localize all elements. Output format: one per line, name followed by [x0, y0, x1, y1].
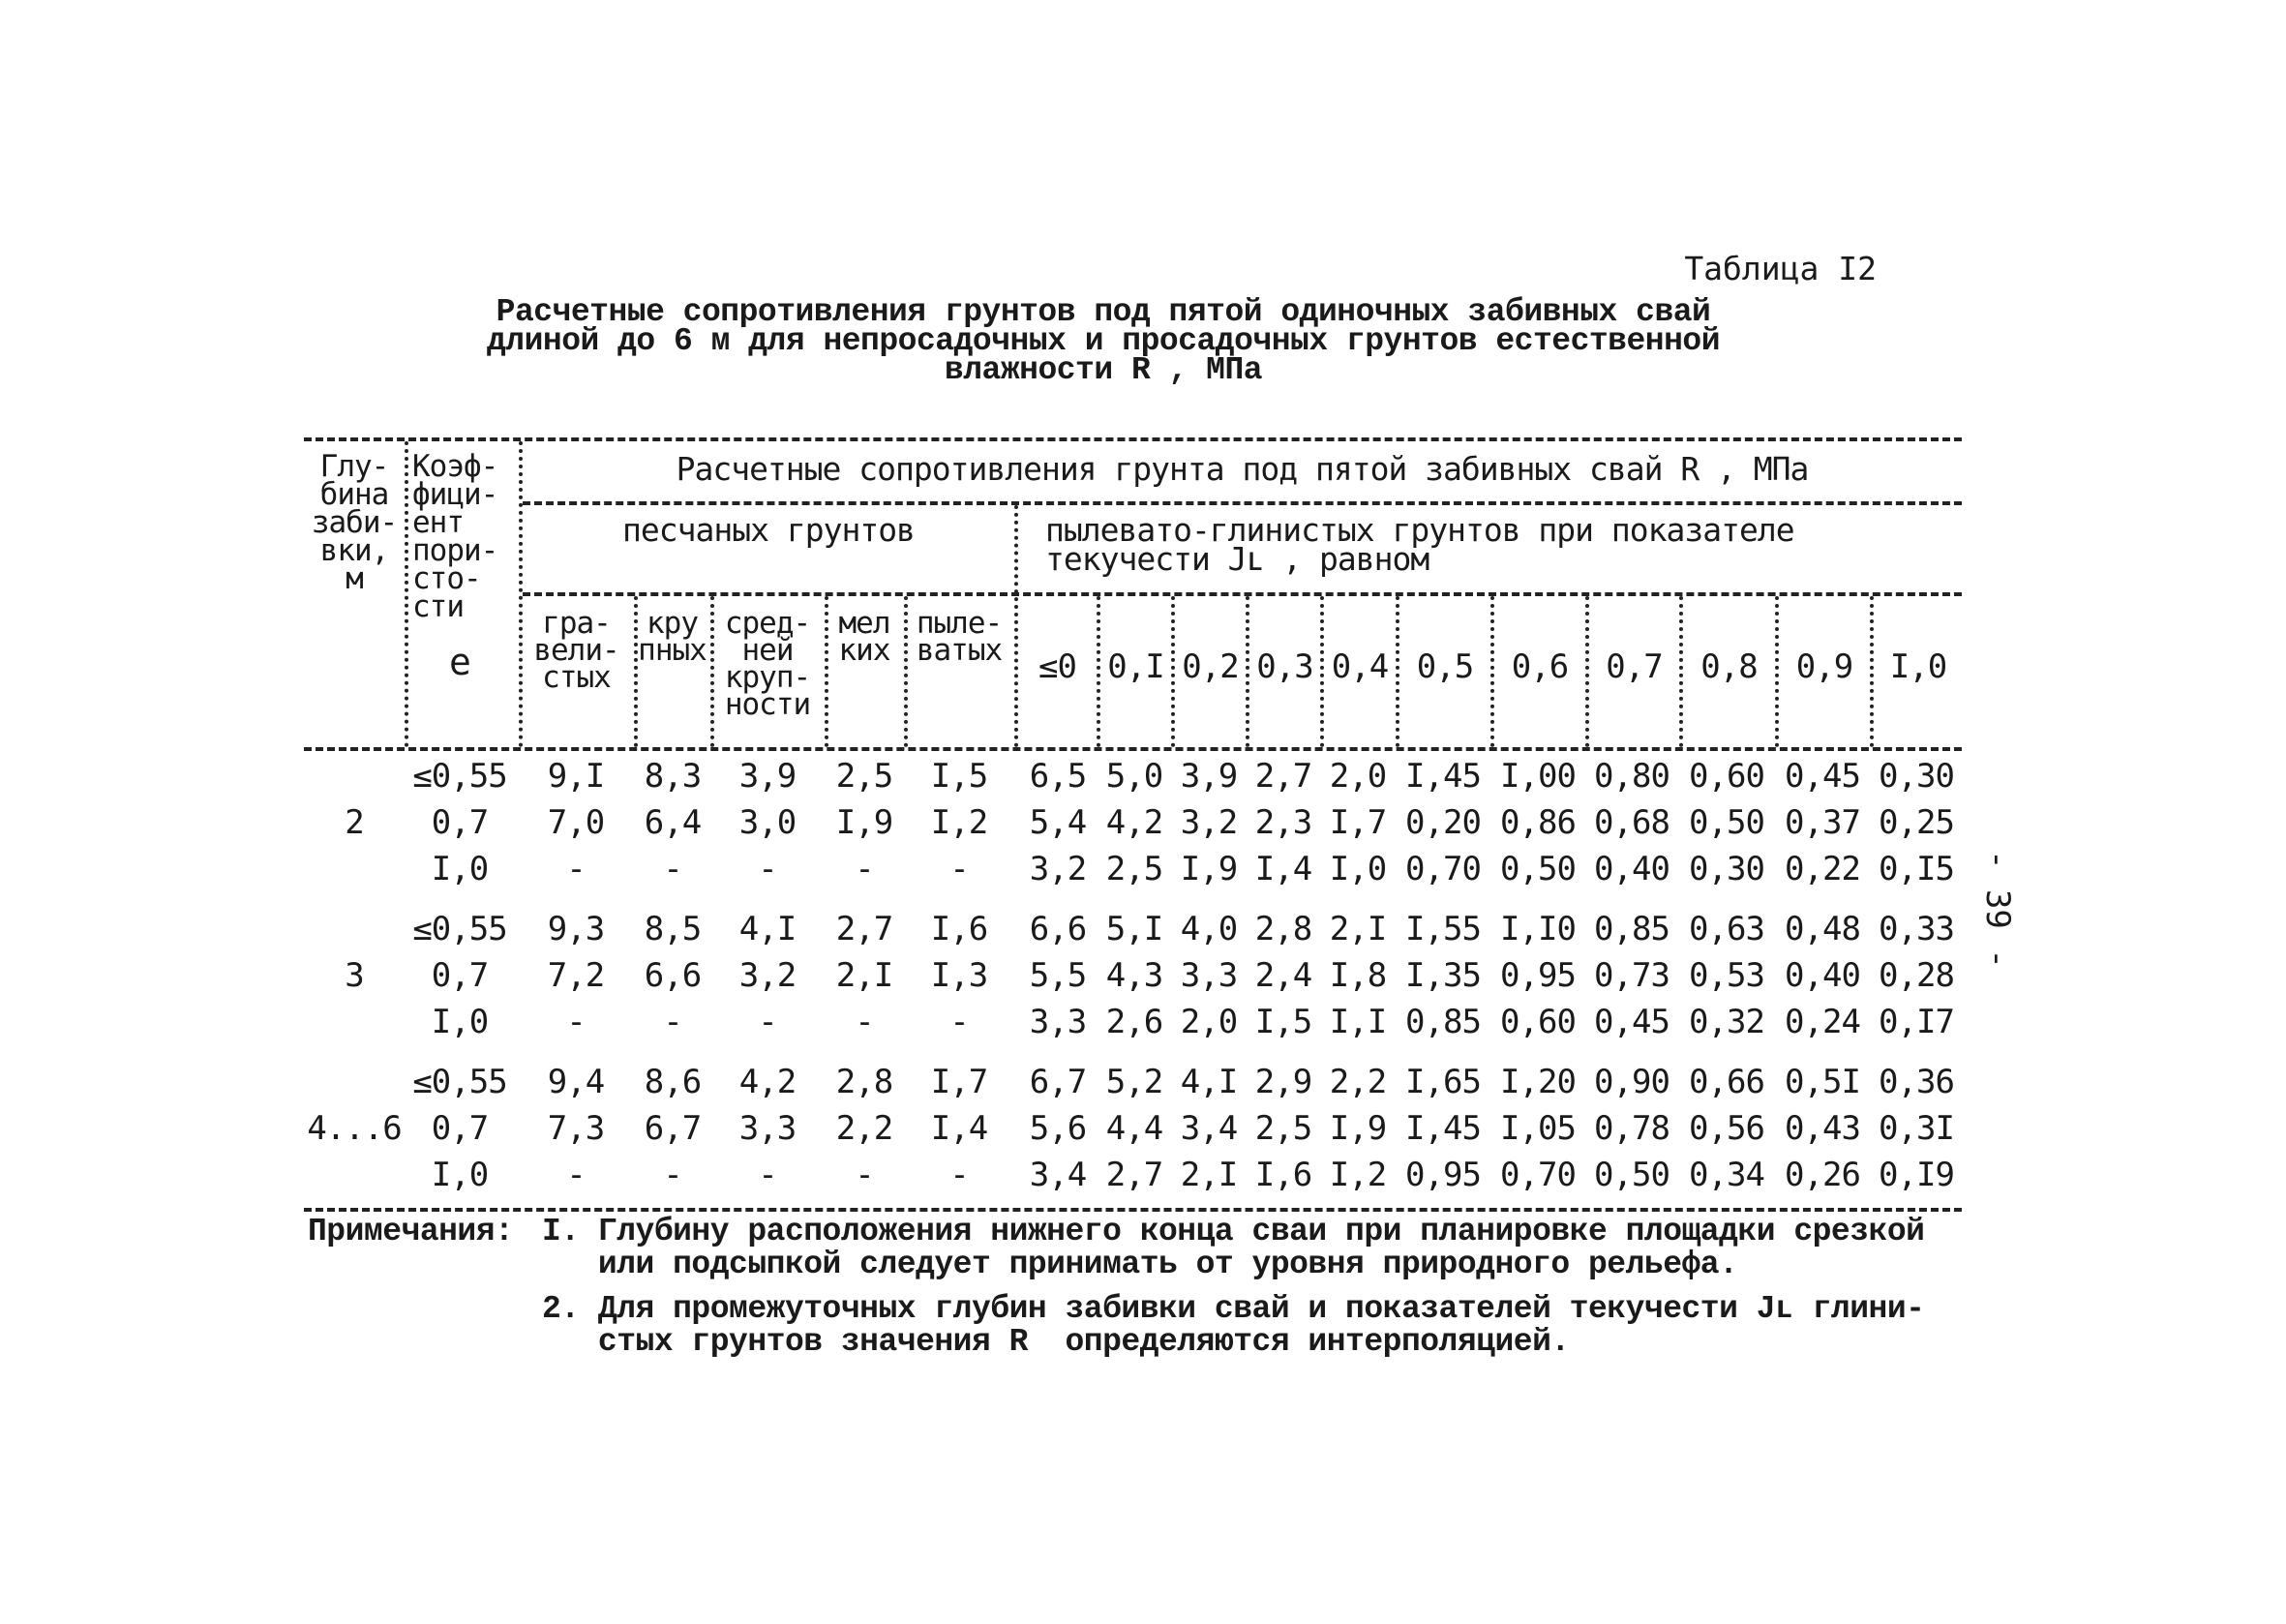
- header-main: Расчетные сопротивления грунта под пятой забивных свай R , МПа: [676, 450, 1809, 488]
- header-porosity-l6: сти: [412, 589, 464, 624]
- table-cell: 2,0: [1180, 1003, 1238, 1041]
- header-medium: [710, 606, 825, 722]
- header-depth-l4: вки,: [319, 533, 389, 568]
- table-cell: I,0: [1329, 850, 1387, 888]
- header-silty-l2: ватых: [916, 633, 1003, 668]
- table-cell: 0,50: [1594, 1156, 1669, 1194]
- table-cell: 0,I5: [1879, 850, 1954, 888]
- table-cell: 9,4: [547, 1063, 605, 1101]
- table-cell: 0,70: [1405, 850, 1481, 888]
- header-il-9: 0,9: [1795, 647, 1853, 686]
- table-cell: 9,I: [547, 757, 605, 796]
- depth-cell: 4...6: [307, 1109, 402, 1148]
- table-cell: 6,4: [644, 803, 702, 842]
- table-cell: 5,0: [1105, 757, 1163, 796]
- header-medium-l4: ности: [724, 687, 811, 722]
- table-cell: 2,4: [1254, 956, 1312, 995]
- table-cell: 2,I: [1180, 1156, 1238, 1194]
- table-cell: 4,4: [1105, 1109, 1163, 1148]
- note-1: [308, 1216, 1924, 1281]
- header-clay: [1045, 511, 1794, 578]
- rule-top: [304, 437, 1962, 441]
- table-cell: I,7: [930, 1063, 988, 1101]
- table-cell: 0,73: [1594, 956, 1669, 995]
- table-cell: 5,I: [1105, 910, 1163, 948]
- table-cell: I,I0: [1500, 910, 1576, 948]
- table-cell: I,6: [930, 910, 988, 948]
- note-2-line-2: стых грунтов значения R определяются интерполяцией.: [542, 1324, 1570, 1360]
- table-cell: 2,2: [835, 1109, 893, 1148]
- table-cell: 0,37: [1785, 803, 1860, 842]
- table-cell: 3,3: [1180, 956, 1238, 995]
- header-porosity-l4: пори-: [412, 533, 498, 568]
- page-number: - 39 -: [1978, 850, 2017, 969]
- table-cell: 6,6: [1029, 910, 1087, 948]
- table-cell: I,05: [1500, 1109, 1576, 1148]
- table-cell: 3,9: [1180, 757, 1238, 796]
- header-gravel-l2: вели-: [533, 633, 619, 668]
- table-cell: 0,20: [1405, 803, 1481, 842]
- header-porosity-l5: сто-: [412, 561, 481, 596]
- table-cell: 0,95: [1405, 1156, 1481, 1194]
- vrule-sand-clay: [1014, 505, 1018, 747]
- header-depth-l5: м: [346, 561, 363, 596]
- porosity-cell: 0,7: [431, 1109, 489, 1148]
- table-cell: -: [758, 1003, 777, 1041]
- table-cell: 0,30: [1689, 850, 1764, 888]
- table-cell: 0,50: [1689, 803, 1764, 842]
- table-cell: 8,6: [644, 1063, 702, 1101]
- header-porosity-l3: ент: [412, 505, 464, 540]
- note-1-line-2: или подсыпкой следует принимать от уровня природного рельефа.: [542, 1247, 1738, 1282]
- table-cell: -: [758, 850, 777, 888]
- table-cell: 3,2: [1029, 850, 1087, 888]
- table-cell: 5,2: [1105, 1063, 1163, 1101]
- table-cell: 7,3: [547, 1109, 605, 1148]
- depth-cell: 3: [345, 956, 364, 995]
- header-clay-l2: текучести Jʟ , равном: [1045, 540, 1429, 578]
- header-gravel-l3: стых: [542, 660, 611, 695]
- table-cell: -: [663, 850, 682, 888]
- title-line-1: Расчетные сопротивления грунтов под пятой одиночных забивных свай: [496, 294, 1711, 330]
- table-cell: I,4: [930, 1109, 988, 1148]
- table-cell: 2,7: [1254, 757, 1312, 796]
- table-cell: 0,I9: [1879, 1156, 1954, 1194]
- table-cell: 2,3: [1254, 803, 1312, 842]
- table-cell: 2,I: [1329, 910, 1387, 948]
- note-1-line-1: I. Глубину расположения нижнего конца сваи при планировке площадки срезкой: [542, 1214, 1925, 1249]
- table-cell: I,00: [1500, 757, 1576, 796]
- table-cell: -: [949, 1003, 969, 1041]
- table-cell: I,45: [1405, 757, 1481, 796]
- table-cell: 0,24: [1785, 1003, 1860, 1041]
- table-cell: 2,7: [1105, 1156, 1163, 1194]
- table-cell: 0,48: [1785, 910, 1860, 948]
- porosity-cell: I,0: [431, 850, 489, 888]
- header-il-4: 0,4: [1331, 647, 1389, 686]
- table-cell: 6,5: [1029, 757, 1087, 796]
- header-medium-l3: круп-: [724, 660, 811, 695]
- table-title: [387, 294, 1820, 388]
- header-coarse: [634, 606, 710, 668]
- table-cell: 8,3: [644, 757, 702, 796]
- table-cell: 2,8: [1254, 910, 1312, 948]
- header-il-3: 0,3: [1256, 647, 1313, 686]
- table-cell: 2,5: [835, 757, 893, 796]
- table-cell: -: [566, 850, 586, 888]
- table-cell: I,5: [930, 757, 988, 796]
- table-cell: -: [949, 850, 969, 888]
- header-depth-l1: Глу-: [319, 449, 389, 484]
- header-gravel-l1: гра-: [542, 606, 611, 641]
- table-cell: -: [566, 1156, 586, 1194]
- table-cell: 0,86: [1500, 803, 1576, 842]
- table-cell: 2,9: [1254, 1063, 1312, 1101]
- table-cell: 0,22: [1785, 850, 1860, 888]
- table-cell: 0,34: [1689, 1156, 1764, 1194]
- table-cell: 3,9: [738, 757, 797, 796]
- table-cell: 0,95: [1500, 956, 1576, 995]
- header-il-7: 0,7: [1606, 647, 1663, 686]
- table-cell: 0,45: [1785, 757, 1860, 796]
- table-cell: 0,50: [1500, 850, 1576, 888]
- rule-main-header: [523, 501, 1962, 505]
- table-cell: 4,I: [1180, 1063, 1238, 1101]
- header-porosity-symbol: e: [449, 641, 470, 683]
- table-cell: 2,5: [1105, 850, 1163, 888]
- note-2-line-1: 2. Для промежуточных глубин забивки свай и показателей текучести Jʟ глини-: [542, 1291, 1925, 1327]
- table-cell: I,2: [1329, 1156, 1387, 1194]
- table-cell: 0,85: [1405, 1003, 1481, 1041]
- header-silty: [904, 606, 1014, 668]
- table-cell: 4,2: [738, 1063, 797, 1101]
- table-cell: I,I: [1329, 1003, 1387, 1041]
- table-cell: 0,80: [1594, 757, 1669, 796]
- table-cell: I,6: [1254, 1156, 1312, 1194]
- table-cell: 5,6: [1029, 1109, 1087, 1148]
- table-cell: 0,53: [1689, 956, 1764, 995]
- porosity-cell: I,0: [431, 1156, 489, 1194]
- table-cell: 4,0: [1180, 910, 1238, 948]
- title-line-3: влажности R , МПа: [944, 352, 1263, 388]
- table-cell: 6,7: [644, 1109, 702, 1148]
- header-fine-l2: ких: [838, 633, 890, 668]
- table-cell: 9,3: [547, 910, 605, 948]
- table-cell: I,9: [835, 803, 893, 842]
- porosity-cell: 0,7: [431, 803, 489, 842]
- table-cell: 0,32: [1689, 1003, 1764, 1041]
- table-cell: 2,7: [835, 910, 893, 948]
- porosity-cell: 0,7: [431, 956, 489, 995]
- porosity-cell: ≤0,55: [412, 910, 507, 948]
- table-cell: 0,I7: [1879, 1003, 1954, 1041]
- table-cell: 0,78: [1594, 1109, 1669, 1148]
- table-cell: I,7: [1329, 803, 1387, 842]
- table-cell: 0,70: [1500, 1156, 1576, 1194]
- table-cell: 2,0: [1329, 757, 1387, 796]
- table-cell: 2,2: [1329, 1063, 1387, 1101]
- table-cell: -: [855, 1156, 874, 1194]
- table-cell: 4,2: [1105, 803, 1163, 842]
- table-cell: 2,8: [835, 1063, 893, 1101]
- table-cell: I,3: [930, 956, 988, 995]
- table-cell: 0,63: [1689, 910, 1764, 948]
- table-cell: 0,36: [1879, 1063, 1954, 1101]
- table-cell: 3,3: [738, 1109, 797, 1148]
- table-cell: 0,66: [1689, 1063, 1764, 1101]
- table-cell: 7,0: [547, 803, 605, 842]
- table-cell: 0,43: [1785, 1109, 1860, 1148]
- notes-label: Примечания:: [308, 1214, 514, 1249]
- header-medium-l1: сред-: [724, 606, 811, 641]
- table-cell: 3,3: [1029, 1003, 1087, 1041]
- table-cell: 0,33: [1879, 910, 1954, 948]
- table-cell: I,35: [1405, 956, 1481, 995]
- porosity-cell: ≤0,55: [412, 757, 507, 796]
- table-cell: 3,2: [1180, 803, 1238, 842]
- porosity-cell: I,0: [431, 1003, 489, 1041]
- header-gravel: [519, 606, 634, 695]
- header-fine-l1: мел: [838, 606, 890, 641]
- header-silty-l1: пыле-: [916, 606, 1003, 641]
- table-cell: 0,3I: [1879, 1109, 1954, 1148]
- table-cell: 0,30: [1879, 757, 1954, 796]
- table-cell: I,4: [1254, 850, 1312, 888]
- table-cell: 3,2: [738, 956, 797, 995]
- table-cell: 0,60: [1689, 757, 1764, 796]
- header-il-1: 0,I: [1107, 647, 1164, 686]
- header-il-8: 0,8: [1700, 647, 1758, 686]
- table-cell: 6,7: [1029, 1063, 1087, 1101]
- table-cell: 5,5: [1029, 956, 1087, 995]
- header-il-6: 0,6: [1511, 647, 1569, 686]
- vrule-porosity: [519, 441, 523, 747]
- table-cell: I,9: [1329, 1109, 1387, 1148]
- rule-header-bottom: [304, 747, 1962, 751]
- rule-subheader: [523, 592, 1962, 596]
- header-coarse-l2: пных: [638, 633, 707, 668]
- table-cell: -: [949, 1156, 969, 1194]
- title-line-2: длиной до 6 м для непросадочных и просадочных грунтов естественной: [486, 323, 1720, 359]
- table-cell: 3,0: [738, 803, 797, 842]
- table-cell: 5,4: [1029, 803, 1087, 842]
- header-il-5: 0,5: [1416, 647, 1474, 686]
- table-cell: 0,26: [1785, 1156, 1860, 1194]
- rule-bottom: [304, 1208, 1962, 1212]
- header-coarse-l1: кру: [647, 606, 698, 641]
- header-porosity-l2: фици-: [412, 477, 498, 512]
- table-cell: 4,I: [738, 910, 797, 948]
- notes: [308, 1216, 1924, 1359]
- note-2: [308, 1293, 1924, 1359]
- table-cell: I,5: [1254, 1003, 1312, 1041]
- table-cell: 3,4: [1029, 1156, 1087, 1194]
- table-cell: 0,45: [1594, 1003, 1669, 1041]
- header-depth-l3: заби-: [311, 505, 398, 540]
- table-cell: -: [663, 1156, 682, 1194]
- porosity-cell: ≤0,55: [412, 1063, 507, 1101]
- table-cell: 0,25: [1879, 803, 1954, 842]
- table-cell: I,65: [1405, 1063, 1481, 1101]
- table-cell: 3,4: [1180, 1109, 1238, 1148]
- table-cell: -: [855, 1003, 874, 1041]
- table-cell: I,55: [1405, 910, 1481, 948]
- table-cell: 0,5I: [1785, 1063, 1860, 1101]
- header-fine: [825, 606, 904, 668]
- table-number: Таблица I2: [1684, 250, 1877, 287]
- header-porosity: [412, 449, 517, 624]
- header-clay-l1: пылевато-глинистых грунтов при показателе: [1045, 511, 1794, 549]
- table-cell: I,8: [1329, 956, 1387, 995]
- table-cell: 0,56: [1689, 1109, 1764, 1148]
- table-cell: I,45: [1405, 1109, 1481, 1148]
- table-cell: 2,6: [1105, 1003, 1163, 1041]
- table-cell: 2,5: [1254, 1109, 1312, 1148]
- table-cell: -: [663, 1003, 682, 1041]
- table-cell: 0,85: [1594, 910, 1669, 948]
- vrule-depth: [405, 441, 408, 747]
- table-cell: 0,90: [1594, 1063, 1669, 1101]
- header-porosity-l1: Коэф-: [412, 449, 498, 484]
- header-depth-l2: бина: [319, 477, 389, 512]
- table-cell: 0,40: [1594, 850, 1669, 888]
- table-cell: 0,40: [1785, 956, 1860, 995]
- table-cell: 2,I: [835, 956, 893, 995]
- table-cell: -: [566, 1003, 586, 1041]
- table-cell: I,20: [1500, 1063, 1576, 1101]
- table-cell: -: [758, 1156, 777, 1194]
- table-cell: 6,6: [644, 956, 702, 995]
- table-cell: -: [855, 850, 874, 888]
- table-cell: 0,60: [1500, 1003, 1576, 1041]
- table-cell: I,9: [1180, 850, 1238, 888]
- header-depth: [306, 449, 403, 596]
- depth-cell: 2: [345, 803, 364, 842]
- table-cell: 7,2: [547, 956, 605, 995]
- header-il-0: ≤0: [1038, 647, 1076, 686]
- table-cell: 0,68: [1594, 803, 1669, 842]
- table-cell: 4,3: [1105, 956, 1163, 995]
- header-il-2: 0,2: [1182, 647, 1239, 686]
- table-cell: 0,28: [1879, 956, 1954, 995]
- header-medium-l2: ней: [741, 633, 794, 668]
- header-sandy: песчаных грунтов: [622, 511, 915, 549]
- table-cell: 8,5: [644, 910, 702, 948]
- header-il-10: I,0: [1889, 647, 1947, 686]
- table-cell: I,2: [930, 803, 988, 842]
